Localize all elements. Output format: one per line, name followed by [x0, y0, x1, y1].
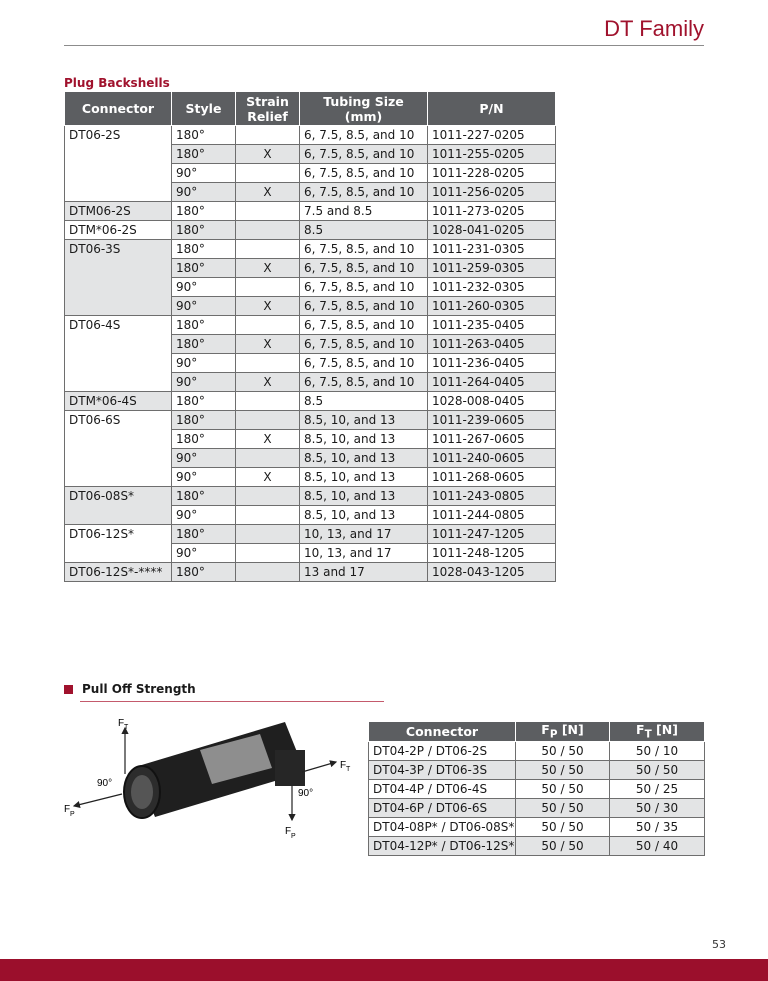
- strain-relief-cell: [236, 525, 300, 544]
- part-number-cell: 1028-041-0205: [428, 221, 556, 240]
- ft-value-cell: 50 / 35: [610, 818, 705, 837]
- connector-cell: DTM*06-2S: [65, 221, 172, 240]
- page-number: 53: [712, 938, 726, 951]
- connector-cell: DTM06-2S: [65, 202, 172, 221]
- strain-relief-cell: [236, 544, 300, 563]
- tubing-size-cell: 6, 7.5, 8.5, and 10: [300, 278, 428, 297]
- ft-right-label: F: [340, 760, 347, 771]
- style-cell: 90°: [172, 506, 236, 525]
- strain-relief-cell: X: [236, 297, 300, 316]
- fp-value-cell: 50 / 50: [516, 742, 610, 761]
- fp-left-label: F: [64, 804, 71, 815]
- tubing-size-cell: 6, 7.5, 8.5, and 10: [300, 183, 428, 202]
- part-number-cell: 1011-248-1205: [428, 544, 556, 563]
- style-cell: 180°: [172, 316, 236, 335]
- tubing-size-cell: 6, 7.5, 8.5, and 10: [300, 316, 428, 335]
- part-number-cell: 1011-243-0805: [428, 487, 556, 506]
- strain-relief-cell: [236, 392, 300, 411]
- part-number-cell: 1011-255-0205: [428, 145, 556, 164]
- part-number-cell: 1011-231-0305: [428, 240, 556, 259]
- footer-bar: [0, 959, 768, 981]
- strain-relief-cell: [236, 487, 300, 506]
- strain-relief-cell: [236, 411, 300, 430]
- pull-connector-cell: DT04-12P* / DT06-12S*: [369, 837, 516, 856]
- tubing-size-cell: 8.5: [300, 392, 428, 411]
- pull-connector-cell: DT04-3P / DT06-3S: [369, 761, 516, 780]
- table-row: [65, 316, 556, 335]
- ft-top-sub: T: [124, 724, 129, 731]
- strain-relief-cell: [236, 221, 300, 240]
- part-number-cell: 1011-264-0405: [428, 373, 556, 392]
- col-header-fp: [516, 722, 610, 742]
- ft-value-cell: 50 / 50: [610, 761, 705, 780]
- pull-connector-cell: DT04-4P / DT06-4S: [369, 780, 516, 799]
- tubing-size-cell: 8.5, 10, and 13: [300, 487, 428, 506]
- backshells-table: [64, 91, 556, 582]
- part-number-cell: 1011-273-0205: [428, 202, 556, 221]
- table-row: [369, 761, 705, 780]
- tubing-size-cell: 8.5: [300, 221, 428, 240]
- part-number-cell: 1011-240-0605: [428, 449, 556, 468]
- part-number-cell: 1011-232-0305: [428, 278, 556, 297]
- style-cell: 90°: [172, 449, 236, 468]
- part-number-cell: 1011-256-0205: [428, 183, 556, 202]
- part-number-cell: 1011-259-0305: [428, 259, 556, 278]
- connector-cell: DT06-08S*: [65, 487, 172, 525]
- style-cell: 90°: [172, 183, 236, 202]
- backshells-body: [65, 126, 556, 582]
- section-title-pull-off: [64, 682, 196, 696]
- tubing-line2: (mm): [344, 108, 383, 124]
- tubing-size-cell: 6, 7.5, 8.5, and 10: [300, 145, 428, 164]
- ft-value-cell: 50 / 30: [610, 799, 705, 818]
- strain-relief-cell: [236, 506, 300, 525]
- strain-line1: Strain: [246, 93, 289, 109]
- fp-left-sub: P: [70, 811, 75, 818]
- tubing-size-cell: 8.5, 10, and 13: [300, 411, 428, 430]
- style-cell: 180°: [172, 145, 236, 164]
- table-row: [369, 742, 705, 761]
- tubing-size-cell: 6, 7.5, 8.5, and 10: [300, 297, 428, 316]
- table-row: [65, 563, 556, 582]
- fp-header-f: F: [541, 722, 550, 738]
- style-cell: 180°: [172, 392, 236, 411]
- pull-connector-cell: DT04-6P / DT06-6S: [369, 799, 516, 818]
- tubing-size-cell: 6, 7.5, 8.5, and 10: [300, 335, 428, 354]
- part-number-cell: 1011-227-0205: [428, 126, 556, 145]
- table-row: [65, 240, 556, 259]
- connector-cell: DT06-12S*: [65, 525, 172, 563]
- strain-relief-cell: X: [236, 430, 300, 449]
- fp-left-arrow: [64, 794, 122, 818]
- table-row: [65, 392, 556, 411]
- tubing-size-cell: 7.5 and 8.5: [300, 202, 428, 221]
- pull-off-divider: [80, 701, 384, 702]
- tubing-size-cell: 6, 7.5, 8.5, and 10: [300, 126, 428, 145]
- style-cell: 180°: [172, 202, 236, 221]
- pull-off-header-row: [369, 722, 705, 742]
- ft-top-arrow: [118, 718, 129, 774]
- fp-bottom-sub: P: [291, 833, 296, 840]
- pull-connector-cell: DT04-2P / DT06-2S: [369, 742, 516, 761]
- header-divider: [64, 45, 704, 46]
- ft-header-unit: [N]: [651, 722, 678, 738]
- tubing-line1: Tubing Size: [323, 93, 404, 109]
- style-cell: 180°: [172, 335, 236, 354]
- fp-bottom-label: F: [285, 826, 292, 837]
- fp-value-cell: 50 / 50: [516, 761, 610, 780]
- strain-relief-cell: [236, 278, 300, 297]
- pull-off-title-text: Pull Off Strength: [82, 682, 196, 696]
- tubing-size-cell: 10, 13, and 17: [300, 544, 428, 563]
- col-header-pull-connector: Connector: [369, 722, 516, 742]
- col-header-ft: [610, 722, 705, 742]
- part-number-cell: 1011-247-1205: [428, 525, 556, 544]
- ft-header-f: F: [636, 722, 645, 738]
- table-row: [65, 221, 556, 240]
- col-header-tubing-size: [300, 92, 428, 126]
- part-number-cell: 1028-008-0405: [428, 392, 556, 411]
- fp-bottom-arrow: [285, 786, 296, 840]
- style-cell: 90°: [172, 373, 236, 392]
- col-header-connector: Connector: [65, 92, 172, 126]
- part-number-cell: 1011-239-0605: [428, 411, 556, 430]
- connector-cell: DT06-12S*-****: [65, 563, 172, 582]
- backshells-header-row: [65, 92, 556, 126]
- style-cell: 90°: [172, 164, 236, 183]
- fp-value-cell: 50 / 50: [516, 799, 610, 818]
- strain-relief-cell: [236, 164, 300, 183]
- ft-value-cell: 50 / 40: [610, 837, 705, 856]
- style-cell: 180°: [172, 221, 236, 240]
- tubing-size-cell: 6, 7.5, 8.5, and 10: [300, 373, 428, 392]
- style-cell: 180°: [172, 126, 236, 145]
- strain-relief-cell: X: [236, 145, 300, 164]
- ft-top-label: F: [118, 718, 125, 729]
- style-cell: 90°: [172, 468, 236, 487]
- pull-off-table: [368, 721, 705, 856]
- angle-left-label: 90°: [97, 778, 113, 789]
- tubing-size-cell: 6, 7.5, 8.5, and 10: [300, 259, 428, 278]
- tubing-size-cell: 8.5, 10, and 13: [300, 506, 428, 525]
- pull-connector-cell: DT04-08P* / DT06-08S*: [369, 818, 516, 837]
- table-row: [65, 411, 556, 430]
- table-row: [65, 126, 556, 145]
- table-row: [65, 487, 556, 506]
- ft-value-cell: 50 / 25: [610, 780, 705, 799]
- style-cell: 180°: [172, 487, 236, 506]
- style-cell: 90°: [172, 544, 236, 563]
- ft-right-arrow: [302, 760, 351, 773]
- tubing-size-cell: 10, 13, and 17: [300, 525, 428, 544]
- part-number-cell: 1011-268-0605: [428, 468, 556, 487]
- strain-relief-cell: [236, 354, 300, 373]
- tubing-size-cell: 6, 7.5, 8.5, and 10: [300, 354, 428, 373]
- style-cell: 180°: [172, 411, 236, 430]
- tubing-size-cell: 8.5, 10, and 13: [300, 449, 428, 468]
- tubing-size-cell: 6, 7.5, 8.5, and 10: [300, 240, 428, 259]
- col-header-strain-relief: [236, 92, 300, 126]
- pull-off-body: [369, 742, 705, 856]
- style-cell: 90°: [172, 354, 236, 373]
- style-cell: 90°: [172, 278, 236, 297]
- part-number-cell: 1011-236-0405: [428, 354, 556, 373]
- strain-relief-cell: X: [236, 183, 300, 202]
- strain-relief-cell: [236, 316, 300, 335]
- strain-relief-cell: X: [236, 468, 300, 487]
- page-title: DT Family: [604, 16, 704, 41]
- style-cell: 180°: [172, 430, 236, 449]
- style-cell: 180°: [172, 563, 236, 582]
- strain-relief-cell: [236, 563, 300, 582]
- part-number-cell: 1011-228-0205: [428, 164, 556, 183]
- connector-cell: DTM*06-4S: [65, 392, 172, 411]
- strain-relief-cell: X: [236, 335, 300, 354]
- strain-relief-cell: X: [236, 373, 300, 392]
- strain-relief-cell: [236, 240, 300, 259]
- connector-image: [124, 722, 305, 818]
- tubing-size-cell: 8.5, 10, and 13: [300, 430, 428, 449]
- part-number-cell: 1011-260-0305: [428, 297, 556, 316]
- tubing-size-cell: 6, 7.5, 8.5, and 10: [300, 164, 428, 183]
- part-number-cell: 1028-043-1205: [428, 563, 556, 582]
- style-cell: 180°: [172, 259, 236, 278]
- tubing-size-cell: 13 and 17: [300, 563, 428, 582]
- fp-value-cell: 50 / 50: [516, 780, 610, 799]
- table-row: [369, 818, 705, 837]
- strain-relief-cell: [236, 202, 300, 221]
- table-row: [65, 525, 556, 544]
- connector-cell: DT06-2S: [65, 126, 172, 202]
- part-number-cell: 1011-267-0605: [428, 430, 556, 449]
- table-row: [369, 780, 705, 799]
- fp-header-sub: P: [549, 728, 558, 741]
- part-number-cell: 1011-263-0405: [428, 335, 556, 354]
- strain-relief-cell: X: [236, 259, 300, 278]
- table-row: [65, 202, 556, 221]
- style-cell: 180°: [172, 240, 236, 259]
- col-header-style: Style: [172, 92, 236, 126]
- part-number-cell: 1011-244-0805: [428, 506, 556, 525]
- fp-value-cell: 50 / 50: [516, 818, 610, 837]
- ft-header-sub: T: [644, 728, 652, 741]
- table-row: [369, 837, 705, 856]
- section-title-backshells: Plug Backshells: [64, 76, 170, 90]
- style-cell: 180°: [172, 525, 236, 544]
- strain-relief-cell: [236, 449, 300, 468]
- strain-relief-cell: [236, 126, 300, 145]
- connector-cell: DT06-4S: [65, 316, 172, 392]
- angle-right-label: 90°: [298, 788, 314, 799]
- fp-value-cell: 50 / 50: [516, 837, 610, 856]
- pull-off-diagram: [60, 712, 360, 852]
- table-row: [369, 799, 705, 818]
- style-cell: 90°: [172, 297, 236, 316]
- section-bullet-icon: [64, 685, 73, 694]
- connector-cell: DT06-6S: [65, 411, 172, 487]
- ft-right-sub: T: [346, 766, 351, 773]
- connector-cell: DT06-3S: [65, 240, 172, 316]
- strain-line2: Relief: [247, 108, 288, 124]
- col-header-pn: P/N: [428, 92, 556, 126]
- tubing-size-cell: 8.5, 10, and 13: [300, 468, 428, 487]
- fp-header-unit: [N]: [557, 722, 584, 738]
- part-number-cell: 1011-235-0405: [428, 316, 556, 335]
- ft-value-cell: 50 / 10: [610, 742, 705, 761]
